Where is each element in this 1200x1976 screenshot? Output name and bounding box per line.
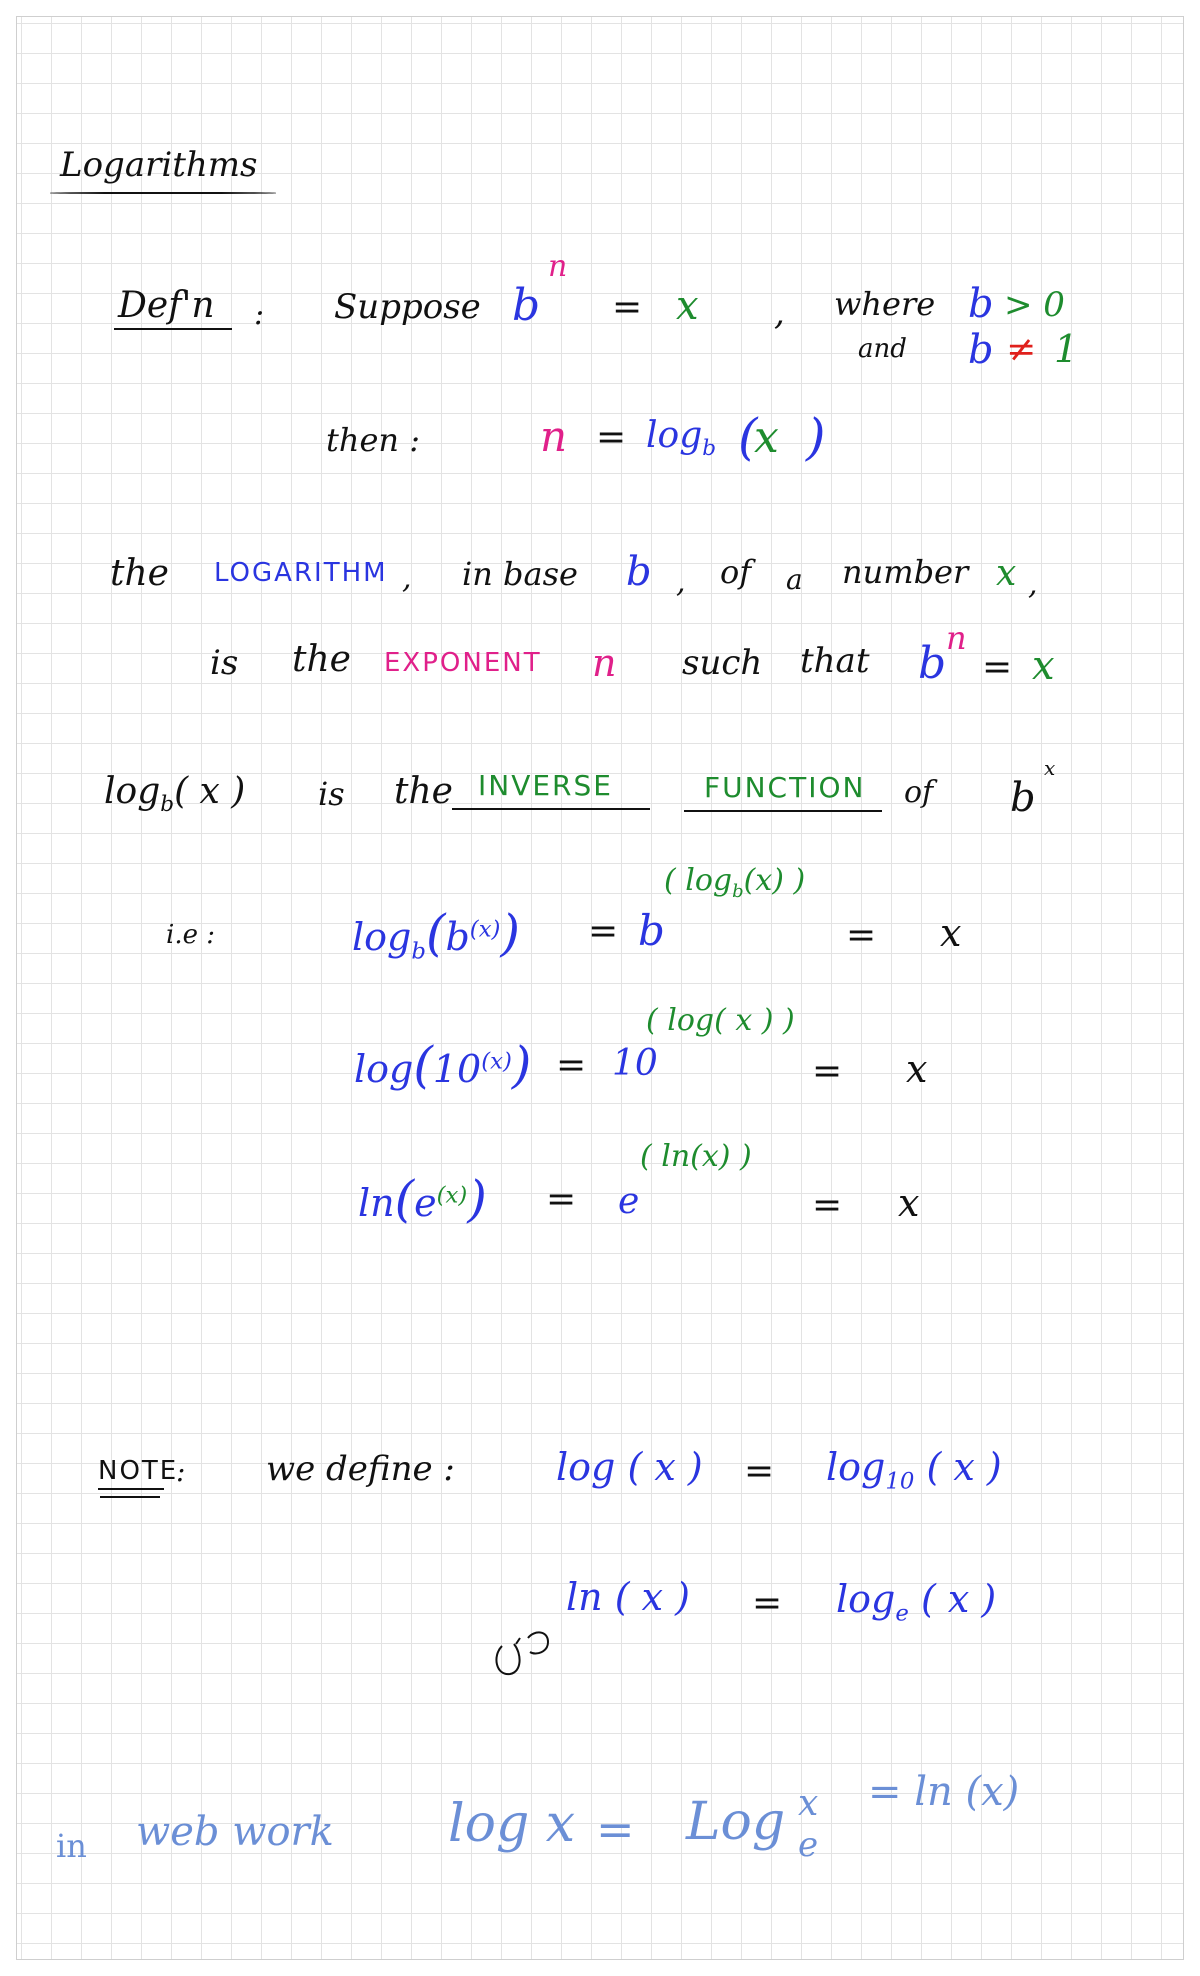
note-label: NOTE [98,1456,179,1486]
is-text: is [210,643,239,683]
webwork-eq: = [596,1802,635,1856]
where-text: where [834,285,936,323]
ie-row3-mid-e: e [618,1181,640,1222]
in-base-text: in base [462,555,578,593]
inverse-the: the [394,771,453,812]
defn-exponent-n: n [548,249,568,284]
ie-row3-rhs: x [898,1181,920,1225]
comma-3: , [1028,567,1038,602]
ie-row1-lhs: $\log_b(b^{(x)})$ [352,904,520,965]
ie-row3-eq1: = [546,1179,577,1220]
note-row2-lhs: ln ( x ) [566,1575,690,1619]
sentence1-b: b [626,549,652,595]
cond1-gt0: > 0 [1004,285,1065,325]
sentence2-b: b [918,638,947,689]
ie-row2-eq1: = [556,1045,587,1086]
webwork-mid-log: Log [686,1792,786,1852]
note-row1-eq: = [744,1451,775,1492]
a-text: a [786,563,803,596]
ie-row1-mid-sup: ( $\log_b(x)$ ) [664,863,806,902]
page-title: Logarithms [60,145,258,185]
inverse-b: b [1010,775,1036,821]
cond2-b: b [968,327,994,373]
defn-label: Def'n [118,285,215,326]
ie-row2-eq2: = [812,1051,843,1092]
sentence2-equals: = [982,647,1013,688]
cond1-b: b [968,281,994,327]
defn-x: x [676,283,699,329]
note-underline-2 [100,1496,160,1498]
webwork-mid-e: e [798,1825,819,1865]
ie-row2-rhs: x [906,1047,928,1091]
cond2-neq: ≠ [1006,329,1037,370]
ie-row3-lhs: $\ln(e^{(x)})$ [358,1170,487,1228]
ie-label: i.e : [166,920,215,950]
title-underline [50,192,276,194]
that-text: that [800,641,870,681]
and-text: and [858,334,907,364]
then-n: n [540,412,568,461]
note-row1-rhs: $\log_{10}$ ( x ) [826,1445,1002,1495]
defn-colon: : [254,297,265,332]
defn-comma: , [774,293,785,333]
cond2-one: 1 [1054,327,1079,371]
such-text: such [682,643,763,683]
inverse-log: $\log_b$( x ) [104,771,246,818]
sentence2-x: x [1032,643,1055,689]
suppose-text: Suppose [334,287,481,327]
note-underline-1 [98,1488,164,1490]
webwork-label: web work [136,1809,334,1855]
number-text: number [842,553,969,591]
defn-underline [114,328,232,330]
ie-row3-eq2: = [812,1185,843,1226]
webwork-rhs: = ln (x) [868,1769,1020,1815]
ie-row1-eq2: = [846,915,877,956]
defn-base-b: b [512,280,541,331]
note-row1-lhs: log ( x ) [556,1445,703,1489]
webwork-mid-x: x [798,1783,819,1824]
the-text: the [110,553,169,594]
ie-row1-mid-b: b [638,906,665,955]
the-text-2: the [292,639,351,680]
inverse-underline [452,808,650,810]
scribble-doodle-icon [488,1626,568,1686]
note-row2-rhs: $\log_e$ ( x ) [836,1577,997,1627]
then-label: then : [326,421,420,459]
then-open-paren: ( [738,408,758,466]
comma-2: , [676,565,686,600]
sentence1-x: x [996,553,1017,594]
inverse-is: is [318,775,345,813]
then-close-paren: ) [806,408,826,466]
ie-row1-eq1: = [588,911,619,952]
ie-row3-mid-sup: ( ln(x) ) [640,1139,752,1174]
inverse-of: of [904,775,934,810]
webwork-in: in [56,1827,87,1865]
sentence2-sup-n: n [946,619,967,657]
logarithm-term: LOGARITHM [214,558,388,588]
webwork-lhs: log x [448,1794,576,1854]
sentence2-n: n [592,641,617,685]
comma-1: , [402,561,412,596]
of-text: of [720,553,752,591]
we-define-text: we define : [266,1449,455,1489]
then-x: x [754,412,779,463]
ie-row1-rhs: x [940,911,962,955]
inverse-term: INVERSE [478,769,613,802]
ie-row2-lhs: log(10$^{(x)}$) [354,1036,532,1094]
defn-equals: = [612,287,643,328]
then-log: $\log_b$ [646,415,717,462]
note-row2-eq: = [752,1583,783,1624]
inverse-sup-x: x [1044,756,1056,780]
then-equals: = [596,417,627,458]
function-term: FUNCTION [704,771,866,804]
exponent-term: EXPONENT [384,648,542,678]
ie-row2-mid-sup: ( log( x ) ) [646,1003,795,1038]
note-colon: : [176,1455,186,1488]
function-underline [684,810,882,812]
ie-row2-mid-base: 10 [612,1043,658,1084]
